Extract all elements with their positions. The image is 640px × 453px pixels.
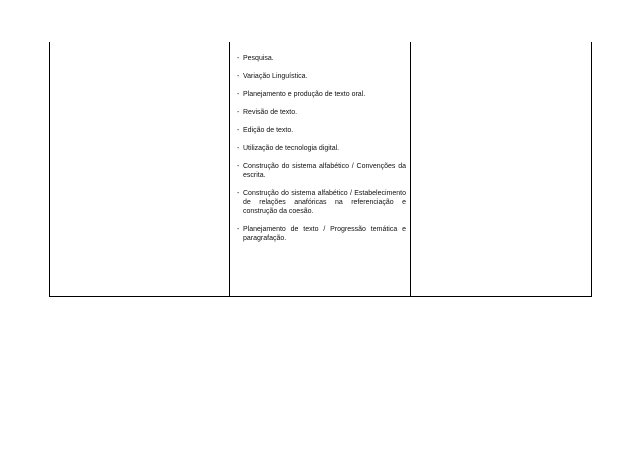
bullet-icon: - xyxy=(237,127,240,134)
list-item-text: Utilização de tecnologia digital. xyxy=(243,145,340,152)
list-item xyxy=(238,189,406,216)
list-item xyxy=(238,108,406,117)
bullet-icon: - xyxy=(237,55,240,62)
bullet-icon: - xyxy=(237,226,240,233)
list-item xyxy=(238,144,406,153)
list-item-text: Variação Linguística. xyxy=(243,73,308,80)
table-row xyxy=(50,42,592,297)
bullet-icon: - xyxy=(237,109,240,116)
bullet-icon: - xyxy=(237,145,240,152)
list-item-text: Edição de texto. xyxy=(243,127,294,134)
table-cell-topics xyxy=(230,42,411,297)
list-item-text: Pesquisa. xyxy=(243,55,274,62)
table-cell-left xyxy=(50,42,230,297)
topic-list xyxy=(230,42,410,243)
bullet-icon: - xyxy=(237,190,240,197)
list-item-text: Revisão de texto. xyxy=(243,109,298,116)
bullet-icon: - xyxy=(237,73,240,80)
list-item xyxy=(238,90,406,99)
list-item-text: Planejamento de texto / Progressão temática e paragrafação. xyxy=(243,226,406,242)
list-item-text: Planejamento e produção de texto oral. xyxy=(243,91,366,98)
content-table xyxy=(49,42,592,297)
list-item-text: Construção do sistema alfabético / Estabelecimento de relações anafóricas na referenciação e construção da coesão. xyxy=(243,190,406,215)
table-cell-right xyxy=(411,42,592,297)
list-item xyxy=(238,126,406,135)
list-item xyxy=(238,225,406,243)
list-item-text: Construção do sistema alfabético / Convenções da escrita. xyxy=(243,163,406,179)
list-item xyxy=(238,162,406,180)
list-item xyxy=(238,54,406,63)
bullet-icon: - xyxy=(237,163,240,170)
bullet-icon: - xyxy=(237,91,240,98)
list-item xyxy=(238,72,406,81)
